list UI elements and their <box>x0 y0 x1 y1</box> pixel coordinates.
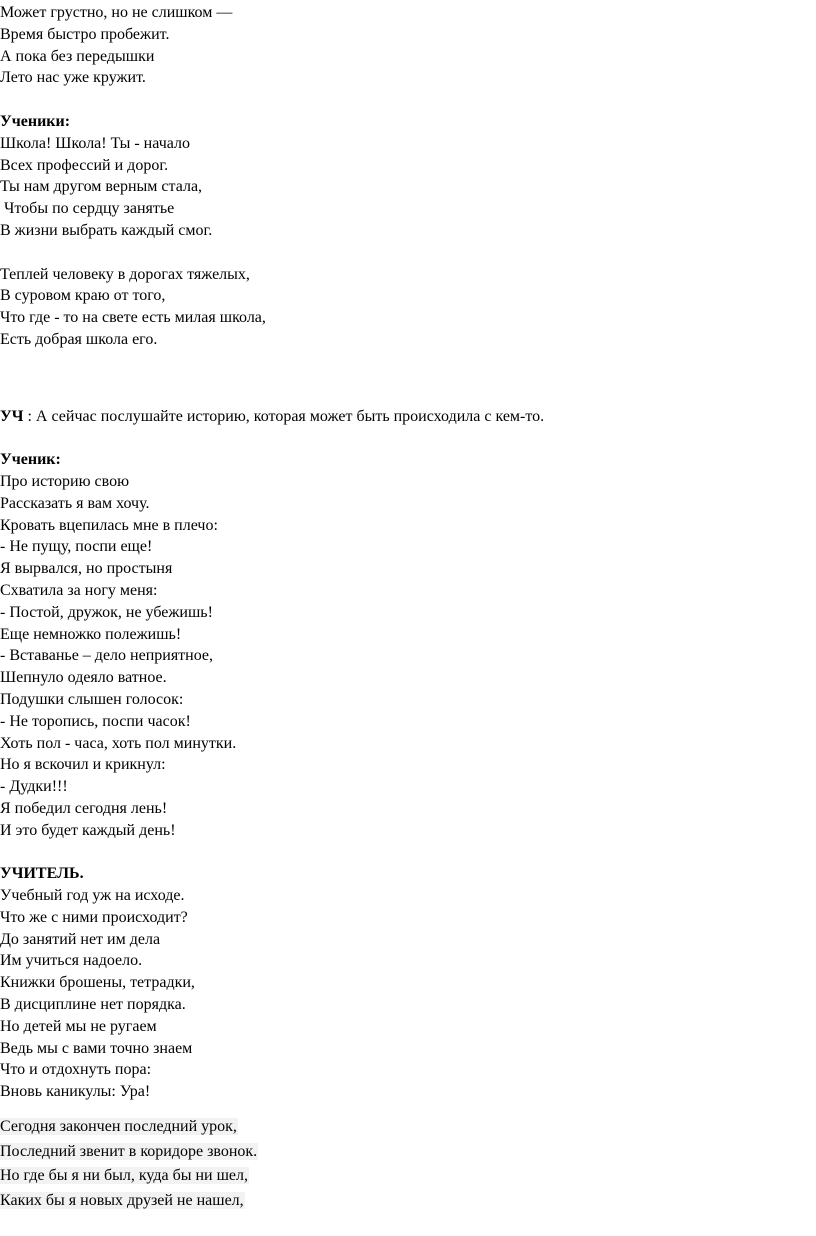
blank-line <box>0 242 816 264</box>
verse-line-shaded <box>0 1164 816 1189</box>
verse-line-shaded <box>0 1140 816 1165</box>
verse-line: Что и отдохнуть пора: <box>0 1061 152 1079</box>
stanza-1 <box>0 2 816 89</box>
stanza-3 <box>0 264 816 351</box>
verse-text: Последний звенит в коридоре звонок. <box>0 1142 258 1160</box>
blank-line <box>0 427 816 449</box>
verse-line: - Не торопись, поспи часок! <box>0 712 191 730</box>
verse-line: Что где - то на свете есть милая школа, <box>0 309 266 327</box>
stanza-2 <box>0 133 816 242</box>
verse-line: Но детей мы не ругаем <box>0 1017 157 1035</box>
teacher-announcement <box>0 406 816 428</box>
verse-line: Теплей человеку в дорогах тяжелых, <box>0 265 250 283</box>
verse-line: В суровом краю от того, <box>0 287 166 305</box>
stanza-4 <box>0 471 816 842</box>
verse-line: Рассказать я вам хочу. <box>0 494 150 512</box>
verse-line: Что же с ними происходит? <box>0 908 188 926</box>
verse-text: Сегодня закончен последний урок, <box>0 1118 237 1136</box>
verse-line: Лето нас уже кружит. <box>0 69 146 87</box>
verse-line: Ты нам другом верным стала, <box>0 178 203 196</box>
verse-line: Всех профессий и дорог. <box>0 156 169 174</box>
verse-line: Но я вскочил и крикнул: <box>0 756 166 774</box>
announcement-text: : А сейчас послушайте историю, которая может быть происходила с кем-то. <box>23 407 545 425</box>
verse-line-shaded <box>0 1189 816 1214</box>
verse-line: Еще немножко полежишь! <box>0 625 182 643</box>
verse-line: Книжки брошены, тетрадки, <box>0 974 195 992</box>
verse-line: Им учиться надоело. <box>0 952 143 970</box>
verse-line: Вновь каникулы: Ура! <box>0 1083 151 1101</box>
verse-line: Я победил сегодня лень! <box>0 799 168 817</box>
verse-line: В жизни выбрать каждый смог. <box>0 221 213 239</box>
verse-line: Подушки слышен голосок: <box>0 690 184 708</box>
document-page <box>0 2 816 1213</box>
stanza-6-shaded <box>0 1115 816 1213</box>
verse-line: - Вставанье – дело неприятное, <box>0 647 214 665</box>
verse-line: А пока без передышки <box>0 47 155 65</box>
verse-line: Может грустно, но не слишком — <box>0 4 233 21</box>
verse-line: Схватила за ногу меня: <box>0 581 158 599</box>
verse-text: Но где бы я ни был, куда бы ни шел, <box>0 1167 249 1185</box>
verse-line: Учебный год уж на исходе. <box>0 887 185 905</box>
verse-line: Хоть пол - часа, хоть пол минутки. <box>0 734 237 752</box>
verse-line: Я вырвался, но простыня <box>0 560 173 578</box>
verse-line: И это будет каждый день! <box>0 821 176 839</box>
verse-line: Шепнуло одеяло ватное. <box>0 669 167 687</box>
verse-line: Школа! Школа! Ты - начало <box>0 134 190 152</box>
verse-line: Про историю свою <box>0 472 130 490</box>
verse-line: Кровать вцепилась мне в плечо: <box>0 516 218 534</box>
verse-line: До занятий нет им дела <box>0 930 161 948</box>
verse-line: Чтобы по сердцу занятье <box>0 200 175 218</box>
speaker-label-teacher: УЧИТЕЛЬ. <box>0 865 84 883</box>
verse-line: - Постой, дружок, не убежишь! <box>0 603 213 621</box>
stanza-5 <box>0 885 816 1103</box>
blank-line <box>0 351 816 373</box>
verse-line: Есть добрая школа его. <box>0 330 158 348</box>
verse-line: В дисциплине нет порядка. <box>0 996 186 1014</box>
verse-line-shaded <box>0 1115 816 1140</box>
speaker-label-student: Ученик: <box>0 451 61 469</box>
verse-line: - Не пущу, поспи еще! <box>0 538 153 556</box>
speaker-label-students: Ученики: <box>0 112 71 130</box>
blank-gap <box>0 373 816 406</box>
blank-line <box>0 841 816 863</box>
speaker-label-uch: УЧ <box>0 407 24 425</box>
verse-line: Время быстро пробежит. <box>0 25 170 43</box>
verse-line: - Дудки!!! <box>0 778 68 796</box>
verse-text: Каких бы я новых друзей не нашел, <box>0 1191 244 1209</box>
blank-line <box>0 89 816 111</box>
verse-line: Ведь мы с вами точно знаем <box>0 1039 193 1057</box>
